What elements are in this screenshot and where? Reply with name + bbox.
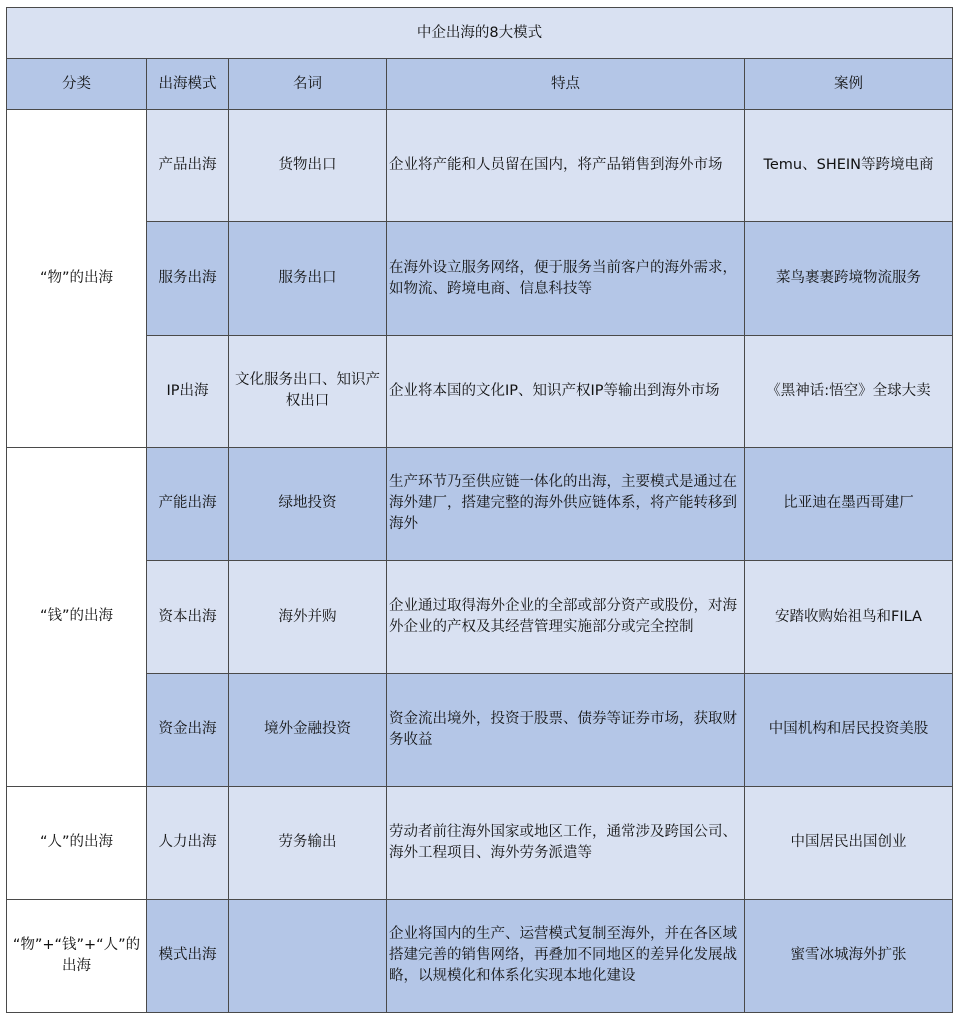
category-people: “人”的出海	[7, 786, 147, 899]
table-row	[7, 899, 953, 1012]
header-case: 案例	[745, 59, 953, 110]
case-cell: 安踏收购始祖鸟和FILA	[745, 561, 953, 674]
case-cell: Temu、SHEIN等跨境电商	[745, 110, 953, 222]
term-cell: 货物出口	[229, 110, 387, 222]
term-cell: 文化服务出口、知识产权出口	[229, 335, 387, 447]
feature-cell: 企业将本国的文化IP、知识产权IP等输出到海外市场	[387, 335, 745, 447]
feature-cell: 劳动者前往海外国家或地区工作，通常涉及跨国公司、海外工程项目、海外劳务派遣等	[387, 786, 745, 899]
mode-cell: 人力出海	[147, 786, 229, 899]
table-row	[7, 786, 953, 899]
header-category: 分类	[7, 59, 147, 110]
term-cell: 境外金融投资	[229, 674, 387, 786]
table-title: 中企出海的8大模式	[7, 8, 953, 59]
feature-cell: 生产环节乃至供应链一体化的出海，主要模式是通过在海外建厂，搭建完整的海外供应链体系，将产能转移到海外	[387, 447, 745, 560]
table-row	[7, 222, 953, 335]
mode-cell: IP出海	[147, 335, 229, 447]
feature-cell: 企业将国内的生产、运营模式复制至海外，并在各区域搭建完善的销售网络，再叠加不同地区的差异化发展战略，以规模化和体系化实现本地化建设	[387, 899, 745, 1012]
category-combined: “物”+“钱”+“人”的出海	[7, 899, 147, 1012]
category-goods: “物”的出海	[7, 110, 147, 448]
mode-cell: 产品出海	[147, 110, 229, 222]
term-cell: 劳务输出	[229, 786, 387, 899]
case-cell: 中国居民出国创业	[745, 786, 953, 899]
case-cell: 中国机构和居民投资美股	[745, 674, 953, 786]
case-cell: 菜鸟裹裹跨境物流服务	[745, 222, 953, 335]
feature-cell: 企业通过取得海外企业的全部或部分资产或股份，对海外企业的产权及其经营管理实施部分或完全控制	[387, 561, 745, 674]
category-money: “钱”的出海	[7, 447, 147, 786]
outbound-modes-table	[6, 7, 953, 1013]
term-cell: 服务出口	[229, 222, 387, 335]
case-cell: 蜜雪冰城海外扩张	[745, 899, 953, 1012]
table-row	[7, 335, 953, 447]
header-term: 名词	[229, 59, 387, 110]
header-feature: 特点	[387, 59, 745, 110]
feature-cell: 企业将产能和人员留在国内，将产品销售到海外市场	[387, 110, 745, 222]
term-cell: 海外并购	[229, 561, 387, 674]
table-row	[7, 674, 953, 786]
mode-cell: 产能出海	[147, 447, 229, 560]
feature-cell: 在海外设立服务网络，便于服务当前客户的海外需求，如物流、跨境电商、信息科技等	[387, 222, 745, 335]
mode-cell: 资金出海	[147, 674, 229, 786]
feature-cell: 资金流出境外，投资于股票、债券等证券市场，获取财务收益	[387, 674, 745, 786]
term-cell: 绿地投资	[229, 447, 387, 560]
case-cell: 比亚迪在墨西哥建厂	[745, 447, 953, 560]
table-row	[7, 561, 953, 674]
header-mode: 出海模式	[147, 59, 229, 110]
mode-cell: 服务出海	[147, 222, 229, 335]
mode-cell: 资本出海	[147, 561, 229, 674]
table-row	[7, 110, 953, 222]
table-row	[7, 447, 953, 560]
mode-cell: 模式出海	[147, 899, 229, 1012]
term-cell	[229, 899, 387, 1012]
case-cell: 《黑神话:悟空》全球大卖	[745, 335, 953, 447]
